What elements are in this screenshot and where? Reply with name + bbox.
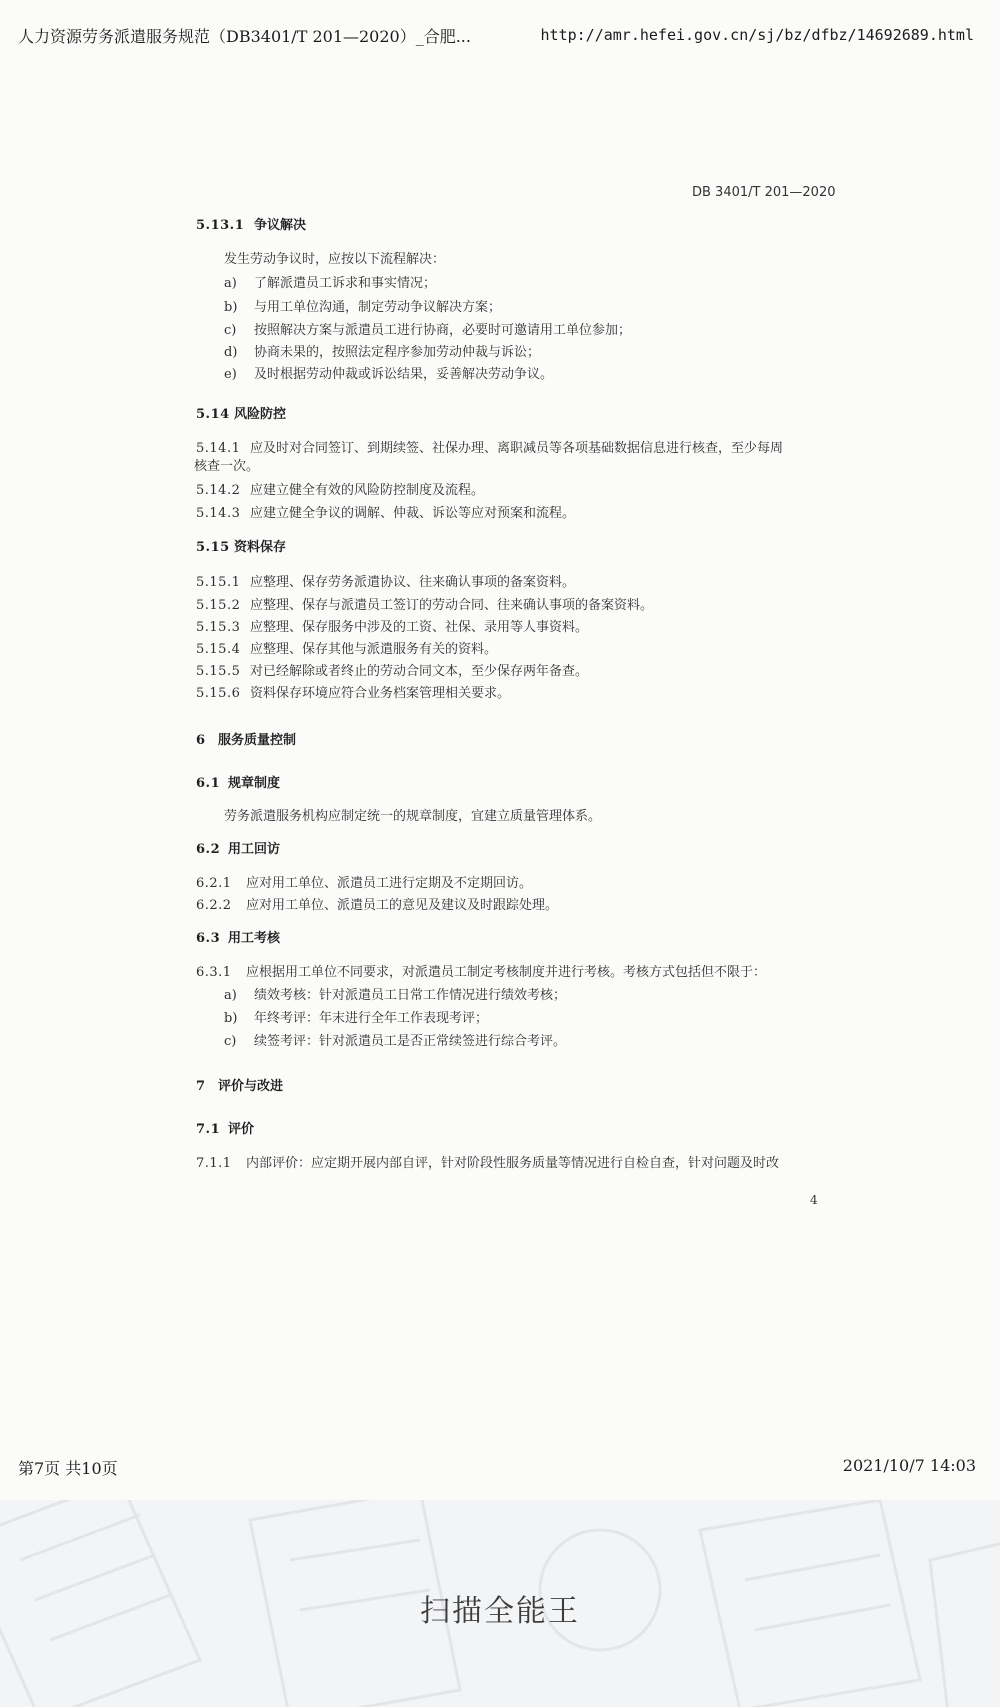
clause-5-15-6: 5.15.6 资料保存环境应符合业务档案管理相关要求。 (196, 686, 511, 701)
clause-5-14-3: 5.14.3 应建立健全争议的调解、仲裁、诉讼等应对预案和流程。 (196, 506, 576, 521)
clause-6-3-1: 6.3.1 应根据用工单位不同要求，对派遣员工制定考核制度并进行考核。考核方式包括但不限于： (196, 965, 767, 980)
paragraph: 发生劳动争议时，应按以下流程解决： (224, 252, 446, 267)
section-heading-5-14: 5.14 风险防控 (196, 407, 287, 422)
list-item: c) 续签考评：针对派遣员工是否正常续签进行综合考评。 (224, 1034, 567, 1049)
chapter-heading-7: 7 评价与改进 (196, 1079, 284, 1094)
clause-5-14-1: 5.14.1 应及时对合同签订、到期续签、社保办理、离职减员等各项基础数据信息进行核查，至少每周 核查一次。 (194, 441, 784, 474)
clause-5-15-1: 5.15.1 应整理、保存劳务派遣协议、往来确认事项的备案资料。 (196, 575, 576, 590)
section-heading-6-1: 6.1 规章制度 (196, 776, 281, 791)
list-item: d) 协商未果的，按照法定程序参加劳动仲裁与诉讼； (224, 345, 541, 360)
list-item: a) 了解派遣员工诉求和事实情况； (224, 276, 437, 291)
section-heading-5-15: 5.15 资料保存 (196, 540, 287, 555)
chapter-heading-6: 6 服务质量控制 (196, 733, 297, 748)
clause-7-1-1: 7.1.1 内部评价：应定期开展内部自评，针对阶段性服务质量等情况进行自检自查，针对问题及时改 (196, 1156, 780, 1171)
clause-6-2-1: 6.2.1 应对用工单位、派遣员工进行定期及不定期回访。 (196, 876, 533, 891)
clause-5-15-2: 5.15.2 应整理、保存与派遣员工签订的劳动合同、往来确认事项的备案资料。 (196, 598, 654, 613)
clause-5-15-4: 5.15.4 应整理、保存其他与派遣服务有关的资料。 (196, 642, 498, 657)
datetime-footer: 2021/10/7 14:03 (842, 1456, 976, 1475)
paragraph: 劳务派遣服务机构应制定统一的规章制度，宜建立质量管理体系。 (224, 809, 602, 824)
section-heading-5-13-1: 5.13.1 争议解决 (196, 218, 307, 233)
clause-5-15-3: 5.15.3 应整理、保存服务中涉及的工资、社保、录用等人事资料。 (196, 620, 589, 635)
document-body (196, 180, 836, 1210)
clause-5-15-5: 5.15.5 对已经解除或者终止的劳动合同文本，至少保存两年备查。 (196, 664, 589, 679)
list-item: b) 与用工单位沟通，制定劳动争议解决方案； (224, 300, 502, 315)
clause-5-14-2: 5.14.2 应建立健全有效的风险防控制度及流程。 (196, 483, 485, 498)
list-item: b) 年终考评：年末进行全年工作表现考评； (224, 1011, 489, 1026)
list-item: e) 及时根据劳动仲裁或诉讼结果，妥善解决劳动争议。 (224, 367, 554, 382)
document-code: DB 3401/T 201—2020 (692, 185, 836, 200)
section-heading-6-3: 6.3 用工考核 (196, 931, 281, 946)
list-item: a) 绩效考核：针对派遣员工日常工作情况进行绩效考核； (224, 988, 567, 1003)
list-item: c) 按照解决方案与派遣员工进行协商，必要时可邀请用工单位参加； (224, 323, 632, 338)
page-number: 4 (810, 1193, 818, 1207)
scanner-watermark-label: 扫描全能王 (420, 1594, 580, 1629)
page-title-header: 人力资源劳务派遣服务规范（DB3401/T 201—2020）_合肥... (18, 27, 471, 46)
clause-6-2-2: 6.2.2 应对用工单位、派遣员工的意见及建议及时跟踪处理。 (196, 898, 559, 913)
page-url-header: http://amr.hefei.gov.cn/sj/bz/dfbz/14692689.html (540, 26, 974, 44)
section-heading-7-1: 7.1 评价 (196, 1122, 255, 1137)
section-heading-6-2: 6.2 用工回访 (196, 842, 281, 857)
page-count-footer: 第7页 共10页 (18, 1459, 118, 1478)
